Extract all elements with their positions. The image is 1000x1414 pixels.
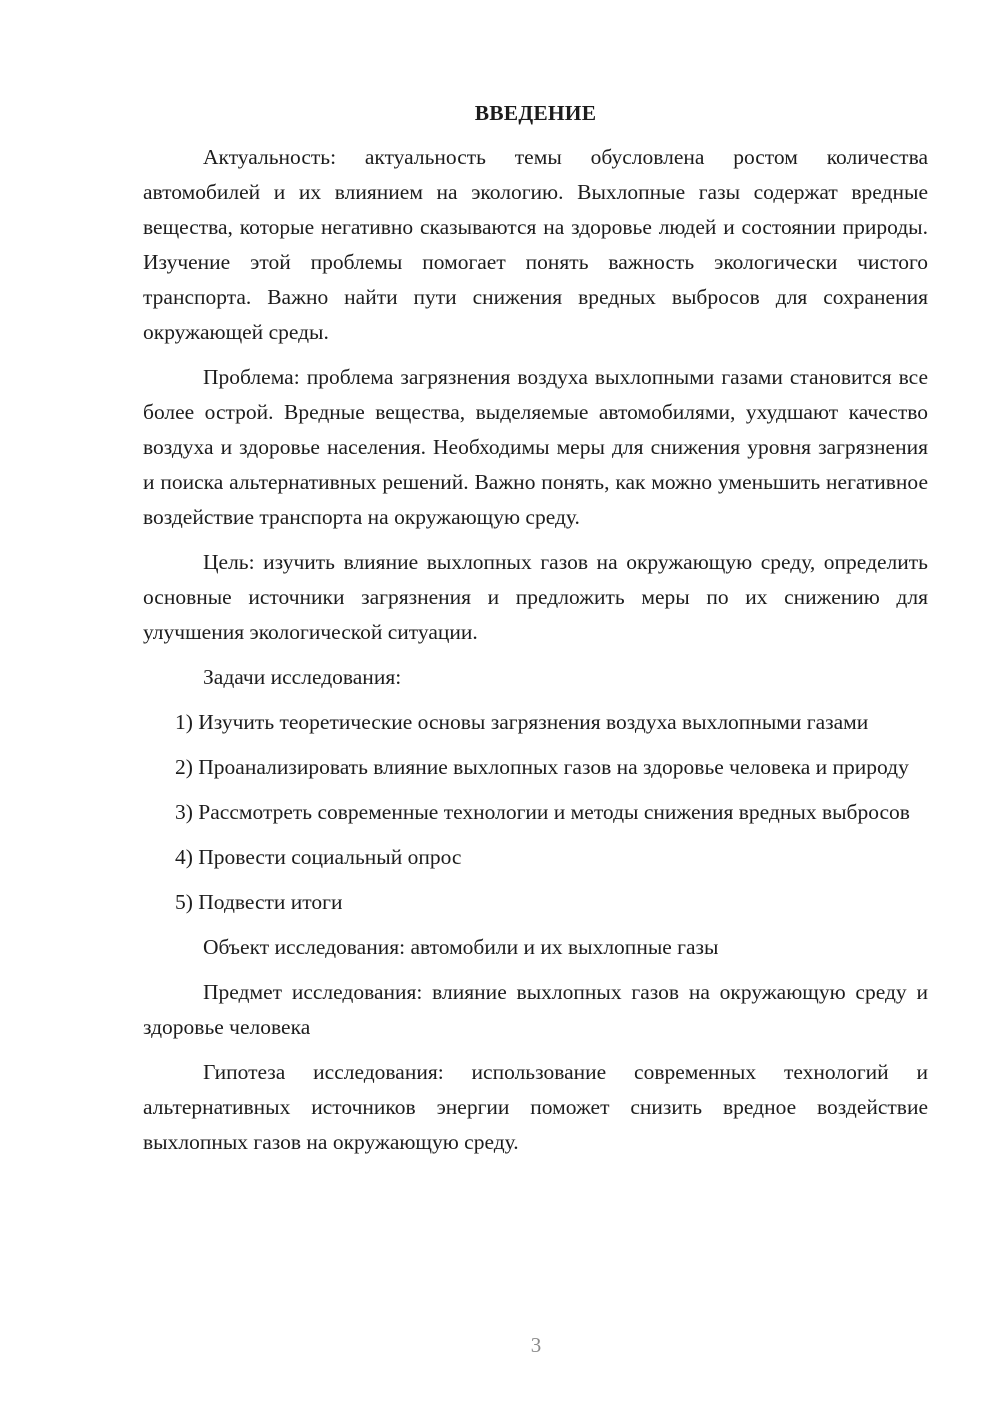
page-number: 3	[530, 1333, 542, 1357]
page-title: ВВЕДЕНИЕ	[474, 101, 597, 125]
task-item-4: 4) Провести социальный опрос	[175, 845, 462, 869]
tasks-heading: Задачи исследования:	[203, 665, 402, 689]
task-item-5: 5) Подвести итоги	[175, 890, 343, 914]
task-item-2: 2) Проанализировать влияние выхлопных газов на здоровье человека и природу	[175, 755, 909, 779]
paragraph-relevance: Актуальность: актуальность темы обусловлена ростом количества автомобилей и их влиянием на экологию. Выхлопные газы содержат вредные вещества, которые негативно сказываются на здоровье людей и состоянии природы. Изучение этой проблемы помогает понять важность экологически чистого транспорта. Важно найти пути снижения вредных выбросов для сохранения окружающей среды.	[143, 145, 928, 344]
paragraph-object: Объект исследования: автомобили и их выхлопные газы	[203, 935, 719, 959]
task-item-3: 3) Рассмотреть современные технологии и методы снижения вредных выбросов	[175, 800, 910, 824]
document-page	[143, 96, 928, 1170]
paragraph-subject: Предмет исследования: влияние выхлопных газов на окружающую среду и здоровье человека	[143, 980, 928, 1039]
paragraph-hypothesis: Гипотеза исследования: использование современных технологий и альтернативных источников энергии поможет снизить вредное воздействие выхлопных газов на окружающую среду.	[143, 1060, 928, 1154]
paragraph-problem: Проблема: проблема загрязнения воздуха выхлопными газами становится все более острой. Вредные вещества, выделяемые автомобилями, ухудшают качество воздуха и здоровье населения. Необходимы меры для снижения уровня загрязнения и поиска альтернативных решений. Важно понять, как можно уменьшить негативное воздействие транспорта на окружающую среду.	[143, 365, 928, 529]
paragraph-goal: Цель: изучить влияние выхлопных газов на окружающую среду, определить основные источники загрязнения и предложить меры по их снижению для улучшения экологической ситуации.	[143, 550, 928, 644]
task-item-1: 1) Изучить теоретические основы загрязнения воздуха выхлопными газами	[175, 710, 869, 734]
